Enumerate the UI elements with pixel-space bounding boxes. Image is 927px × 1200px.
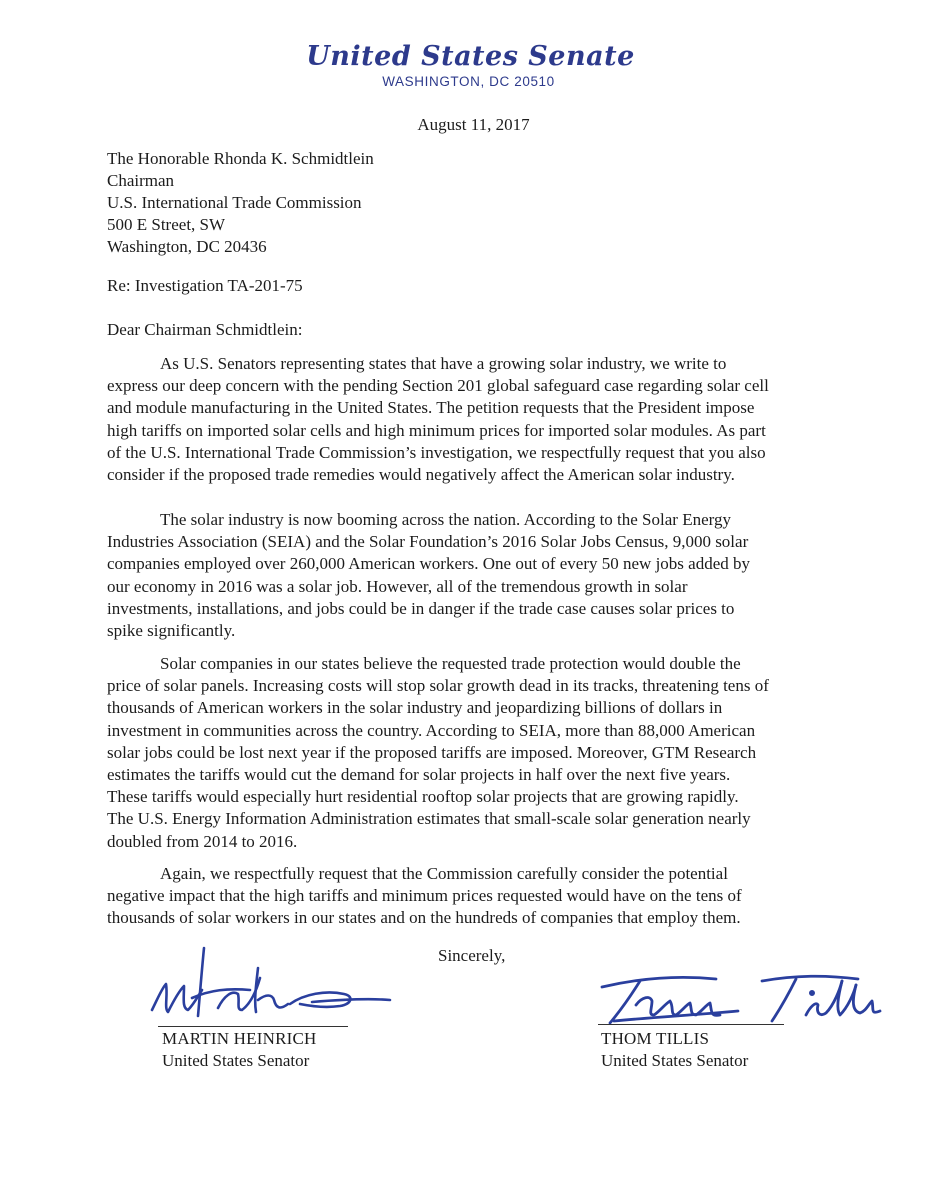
paragraph-line: thousands of American workers in the solar industry and jeopardizing billions of dollars in [107,698,723,718]
signatory-right [601,1028,748,1072]
paragraph-line: express our deep concern with the pending Section 201 global safeguard case regarding solar cell [107,376,769,396]
paragraph-line: solar jobs could be lost next year if the proposed tariffs are imposed. Moreover, GTM Research [107,742,757,762]
paragraph-line: These tariffs would especially hurt residential rooftop solar projects that are growing rapidly. [107,787,739,807]
paragraph-line: As U.S. Senators representing states that have a growing solar industry, we write to [160,354,727,373]
paragraph-line: The U.S. Energy Information Administration estimates that small-scale solar generation nearly [107,809,751,829]
signatory-title: United States Senator [162,1051,310,1070]
paragraph-line: investment in communities across the country. According to SEIA, more than 88,000 American [107,720,756,740]
signature-line-left [158,1026,348,1027]
paragraph-line: spike significantly. [107,621,236,641]
paragraph-line: companies employed over 260,000 American workers. One out of every 50 new jobs added by [107,554,750,574]
paragraph-line: negative impact that the high tariffs and minimum prices requested would have on the tens of [107,886,742,906]
letterhead [0,40,927,90]
signatory-name: THOM TILLIS [601,1029,710,1048]
signature-line-right [598,1024,784,1025]
paragraph-line: and module manufacturing in the United States. The petition requests that the President impose [107,398,755,418]
heinrich-signature [140,938,400,1028]
signatory-left [162,1028,317,1072]
signatory-title: United States Senator [601,1051,749,1070]
paragraph-line: estimates the tariffs would cut the demand for solar projects in half over the next five years. [107,765,731,785]
letter-date: August 11, 2017 [417,115,530,134]
paragraph-line: high tariffs on imported solar cells and high minimum prices for imported solar modules. As part [107,420,766,440]
paragraph-line: thousands of solar workers in our states and on the hundreds of companies that employ them. [107,908,741,928]
body-paragraph-3 [107,653,769,853]
body-paragraph-1 [107,353,769,486]
recipient-line: Chairman [107,171,175,190]
body-paragraph-4 [107,863,742,930]
paragraph-line: Solar companies in our states believe the requested trade protection would double the [160,654,741,673]
paragraph-line: price of solar panels. Increasing costs will stop solar growth dead in its tracks, threatening tens of [107,676,769,696]
signatory-name: MARTIN HEINRICH [162,1029,317,1048]
paragraph-line: doubled from 2014 to 2016. [107,831,298,851]
paragraph-line: Industries Association (SEIA) and the Solar Foundation’s 2016 Solar Jobs Census, 9,000 solar [107,532,749,552]
subject-line: Re: Investigation TA-201-75 [107,276,303,295]
paragraph-line: investments, installations, and jobs could be in danger if the trade case causes solar prices to [107,598,735,618]
paragraph-line: The solar industry is now booming across the nation. According to the Solar Energy [160,510,731,529]
letterhead-city: WASHINGTON, DC 20510 [382,74,555,89]
closing: Sincerely, [438,946,506,965]
recipient-line: 500 E Street, SW [107,215,226,234]
recipient-address [107,148,374,258]
recipient-line: The Honorable Rhonda K. Schmidtlein [107,149,374,168]
recipient-line: Washington, DC 20436 [107,237,267,256]
paragraph-line: Again, we respectfully request that the Commission carefully consider the potential [160,864,728,883]
letterhead-title: United States Senate [306,41,635,72]
paragraph-line: our economy in 2016 was a solar job. However, all of the tremendous growth in solar [107,576,688,596]
paragraph-line: consider if the proposed trade remedies would negatively affect the American solar industry. [107,465,735,485]
paragraph-line: of the U.S. International Trade Commission’s investigation, we respectfully request that you also [107,442,766,462]
recipient-line: U.S. International Trade Commission [107,193,362,212]
body-paragraph-2 [107,509,750,642]
salutation: Dear Chairman Schmidtlein: [107,320,303,339]
